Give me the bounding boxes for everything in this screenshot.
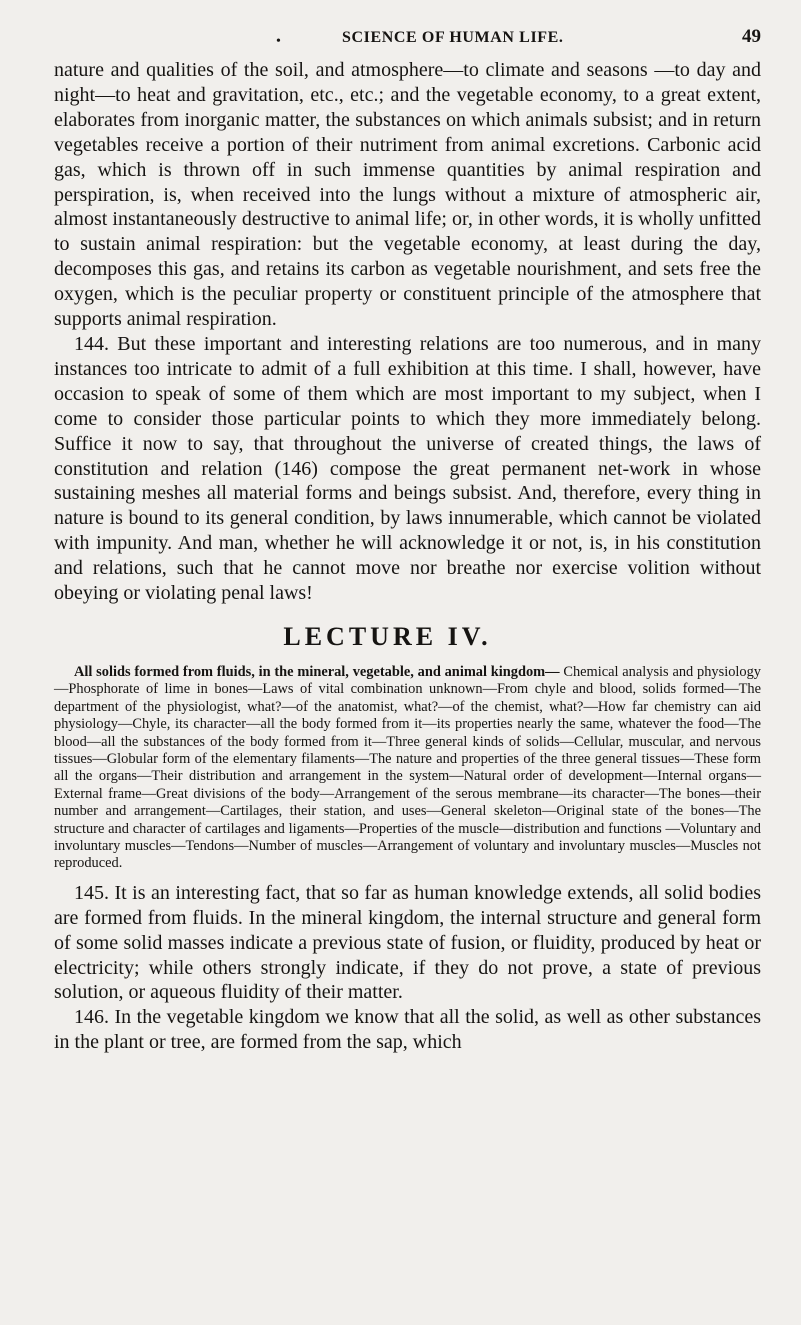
- paragraph-continued: nature and qualities of the soil, and atmosphere—to climate and seasons —to day and night—to heat and gravitation, etc., etc.; and the vegetable economy, to a great extent, elaborates from inorganic matter, the substances on which animals subsist; and in return vegetables receive a portion of their nutriment from animal excretions. Carbonic acid gas, which is thrown off in such immense quantities by animal respiration and perspiration, is, when received into the lungs without a mixture of atmospheric air, almost instantaneously destructive to animal life; or, in other words, it is wholly unfitted to sustain animal respiration: but the vegetable economy, at least during the day, decomposes this gas, and retains its carbon as vegetable nourishment, and sets free the oxygen, which is the peculiar property or constituent principle of the atmosphere that supports animal respiration.: [54, 59, 761, 331]
- lecture-synopsis: [54, 664, 761, 873]
- synopsis-rest: Chemical analysis and physiology—Phosphorate of lime in bones—Laws of vital combination unknown—From chyle and blood, solids formed—The department of the physiologist, what?—of the anatomist, what?—of the chemist, what?—How far chemistry can aid physiology—Chyle, its character—all the body formed from it—its properties nearly the same, whatever the food—The blood—all the substances of the body formed from it—Three general kinds of solids—Cellular, muscular, and nervous tissues—Globular form of the elementary filaments—The nature and properties of the three general tissues—These form all the organs—Their distribution and arrangement in the system—Natural order of development—Internal organs—External frame—Great divisions of the body—Arrangement of the serous membrane—its character—The bones—their number and arrangement—Cartilages, their station, and uses—General skeleton—Original state of the bones—The structure and character of cartilages and ligaments—Properties of the muscle—distribution and functions —Voluntary and involuntary muscles—Tendons—Number of muscles—Arrangement of voluntary and involuntary muscles—Muscles not reproduced.: [54, 663, 761, 872]
- paragraph-145: 145. It is an interesting fact, that so far as human knowledge extends, all solid bodies are formed from fluids. In the mineral kingdom, the internal structure and general form of some solid masses indicate a previous state of fusion, or fluidity, produced by heat or electricity; while others strongly indicate, if they do not prove, a state of previous solution, or aqueous fluidity of their matter.: [54, 881, 761, 1004]
- running-head: [54, 22, 761, 58]
- synopsis-first-line: All solids formed from fluids, in the mineral, vegetable, and animal kingdom—: [74, 663, 560, 680]
- running-head-title: SCIENCE OF HUMAN LIFE.: [342, 29, 564, 46]
- lecture-heading: LECTURE IV.: [283, 621, 492, 651]
- paragraph-144: 144. But these important and interesting relations are too numerous, and in many instances too intricate to admit of a full exhibition at this time. I shall, however, have occasion to speak of some of them which are most important to my subject, when I come to consider those particular points to which they more immediately belong. Suffice it now to say, that throughout the universe of created things, the laws of constitution and relation (146) compose the great permanent net-work in whose sustaining meshes all material forms and beings subsist. And, therefore, every thing in nature is bound to its general condition, by laws innumerable, which cannot be violated with impunity. And man, whether he will acknowledge it or not, is, in his constitution and relations, such that he cannot move nor breathe nor exercise volition without obeying or violating penal laws!: [54, 332, 761, 605]
- paragraph-146: 146. In the vegetable kingdom we know that all the solid, as well as other substances in the plant or tree, are formed from the sap, which: [54, 1006, 761, 1054]
- running-head-dot: •: [276, 34, 281, 49]
- page-number: 49: [742, 26, 761, 47]
